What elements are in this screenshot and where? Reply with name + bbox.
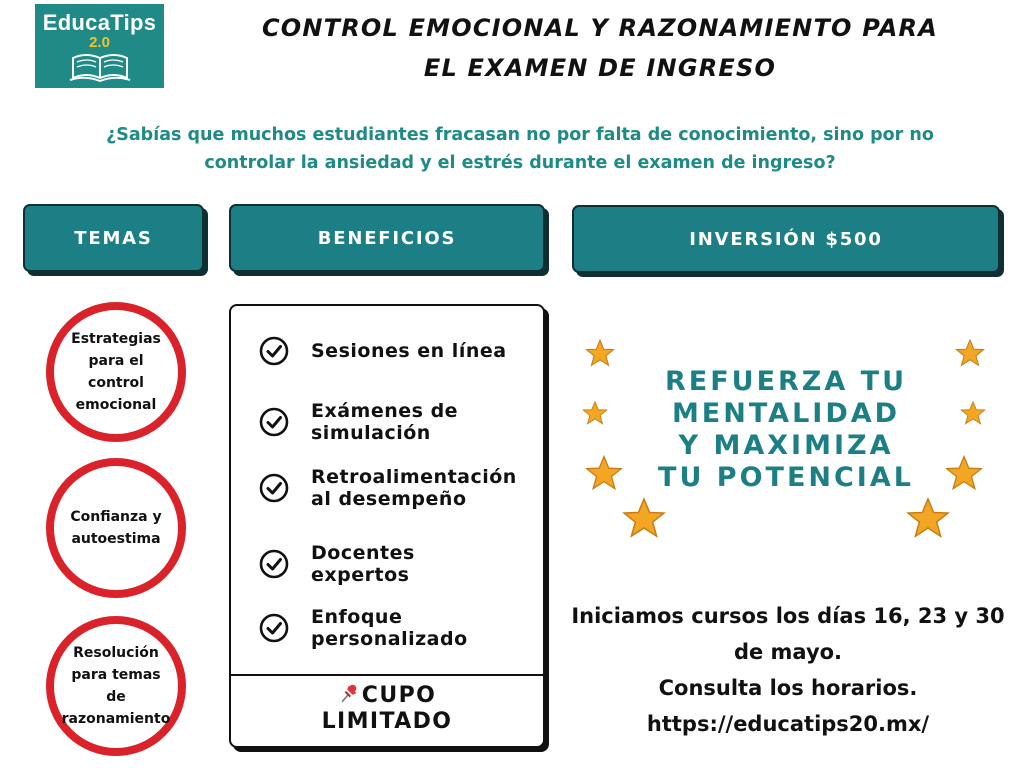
intro-question [60, 121, 980, 177]
title-line: EL EXAMEN DE INGRESO [423, 54, 777, 82]
star-icon [620, 496, 668, 540]
temas-header [23, 204, 204, 272]
check-circle-icon [259, 407, 289, 437]
logo-brand: EducaTips [42, 10, 157, 35]
topic-circle [46, 302, 186, 442]
benefit-line: Exámenes de [311, 400, 459, 422]
benefit-line: simulación [311, 422, 431, 444]
slogan [600, 366, 972, 494]
beneficios-label: BENEFICIOS [317, 227, 457, 249]
cupo-line-1 [231, 682, 543, 709]
logo-version: 2.0 [89, 34, 110, 51]
benefit-item [259, 336, 516, 366]
inversion-header [572, 205, 1000, 273]
inversion-label: INVERSIÓN $500 [689, 228, 883, 250]
benefit-label [311, 466, 516, 510]
cupo-label: CUPO [361, 683, 437, 708]
benefits-divider [231, 674, 543, 676]
benefit-label [311, 340, 516, 362]
check-circle-icon [259, 336, 289, 366]
course-info [558, 598, 1018, 706]
topic-line: Resolución [73, 645, 159, 661]
slogan-line: REFUERZA TU [664, 366, 908, 397]
benefit-item [259, 542, 516, 586]
benefit-line: Sesiones en línea [311, 340, 507, 362]
logo [35, 4, 164, 88]
info-line: Consulta los horarios. [658, 676, 918, 700]
book-icon [69, 52, 131, 84]
benefits-box [229, 304, 545, 748]
pushpin-icon [338, 682, 360, 704]
slogan-line: TU POTENCIAL [658, 462, 914, 493]
slogan-line: Y MAXIMIZA [678, 430, 894, 461]
benefit-label [311, 542, 516, 586]
benefit-line: Docentes expertos [311, 542, 415, 586]
topic-line: para el control [88, 353, 144, 391]
benefit-line: Enfoque [311, 606, 403, 628]
slogan-line: MENTALIDAD [671, 398, 901, 429]
topic-label [54, 328, 178, 416]
intro-line: ¿Sabías que muchos estudiantes fracasan no por falta de conocimiento, sino por no [106, 125, 934, 145]
benefit-item [259, 606, 516, 650]
benefit-line: personalizado [311, 628, 468, 650]
temas-label: TEMAS [74, 227, 153, 249]
cupo-label: LIMITADO [321, 709, 453, 734]
topic-circle [46, 616, 186, 756]
check-circle-icon [259, 473, 289, 503]
check-circle-icon [259, 549, 289, 579]
star-icon [904, 496, 952, 540]
benefit-line: Retroalimentación [311, 466, 517, 488]
benefit-label [311, 606, 516, 650]
topic-label [64, 506, 167, 550]
info-line: Iniciamos cursos los días 16, 23 y 30 [571, 604, 1005, 628]
topic-line: para temas de [71, 667, 161, 705]
benefit-item [259, 466, 516, 510]
intro-line: controlar la ansiedad y el estrés durante el examen de ingreso? [204, 153, 836, 173]
benefit-item [259, 400, 516, 444]
benefit-label [311, 400, 516, 444]
star-icon [585, 338, 615, 368]
topic-line: autoestima [71, 531, 161, 547]
star-icon [955, 338, 985, 368]
topic-line: emocional [75, 397, 157, 413]
beneficios-header [229, 204, 545, 272]
info-line: de mayo. [733, 640, 843, 664]
website-link[interactable]: https://educatips20.mx/ [646, 712, 930, 736]
topic-line: Confianza y [70, 509, 162, 525]
cupo-limitado [231, 682, 543, 735]
page-title [180, 8, 1020, 88]
benefit-line: al desempeño [311, 488, 467, 510]
topic-circle [46, 458, 186, 598]
check-circle-icon [259, 613, 289, 643]
topic-label [54, 642, 178, 730]
topic-line: razonamiento [61, 711, 171, 727]
title-line: CONTROL EMOCIONAL Y RAZONAMIENTO PARA [261, 14, 939, 42]
topic-line: Estrategias [71, 331, 161, 347]
